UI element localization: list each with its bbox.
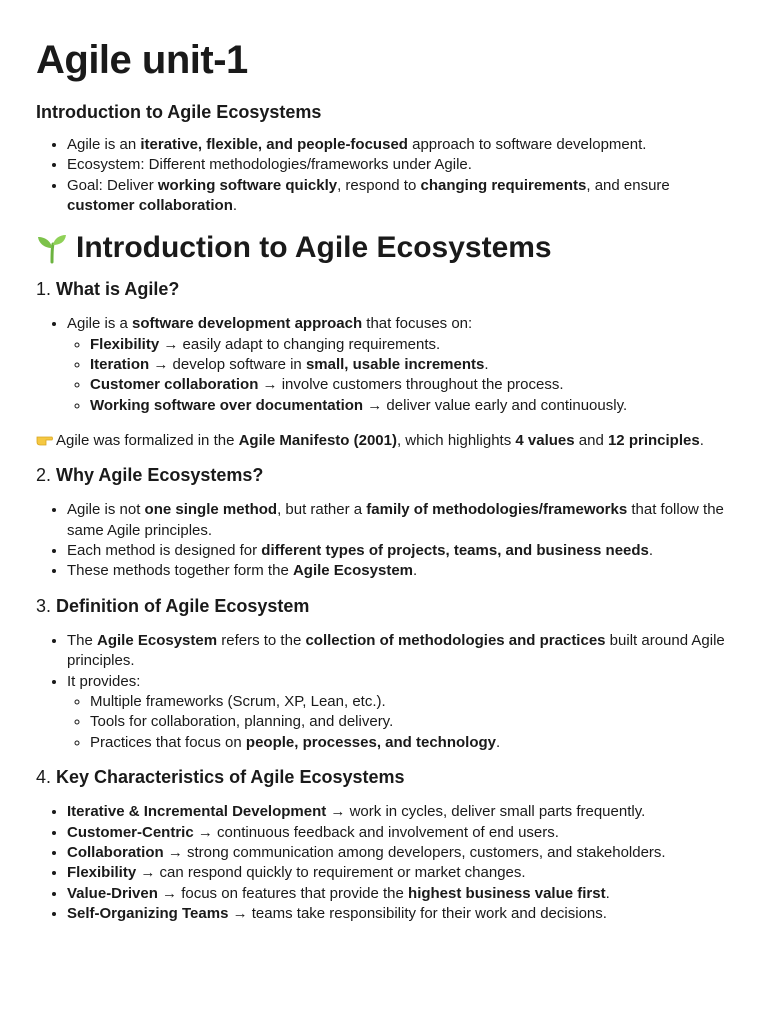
page-title: Agile unit-1 bbox=[36, 38, 248, 82]
section-heading-text: Introduction to Agile Ecosystems bbox=[76, 230, 552, 264]
pointing-hand-icon bbox=[36, 433, 53, 446]
section-2-heading: 2. Why Agile Ecosystems? bbox=[36, 465, 264, 486]
list-item: ◦ Flexibility → easily adapt to changing requirements. bbox=[90, 335, 738, 355]
list-item: ◦ Tools for collaboration, planning, and delivery. bbox=[90, 712, 738, 732]
seedling-icon bbox=[36, 232, 68, 264]
list-item: ◦ Iteration → develop software in small, usable increments. bbox=[90, 355, 738, 375]
section-1-heading: 1. What is Agile? bbox=[36, 279, 180, 300]
section-heading bbox=[36, 231, 738, 266]
list-item: • Customer-Centric → continuous feedback and involvement of end users. bbox=[67, 823, 738, 843]
intro-list bbox=[36, 135, 738, 217]
why-ecosystems-list bbox=[36, 500, 738, 582]
list-item: • Agile is a software development approach that focuses on: ◦ Flexibility → easily adapt to changing requirements. ◦ Iteration → develop software in small, usable increments. ◦ Customer collaboration → involve customers throughout the process. ◦ Working software over documentation → deliver value early and continuously. bbox=[67, 314, 738, 416]
list-item: • Goal: Deliver working software quickly, respond to changing requirements, and ensure customer collaboration. bbox=[67, 176, 738, 217]
section-3-heading: 3. Definition of Agile Ecosystem bbox=[36, 595, 310, 616]
characteristics-list bbox=[36, 802, 738, 924]
list-item: ◦ Customer collaboration → involve customers throughout the process. bbox=[90, 375, 738, 395]
page-subtitle: Introduction to Agile Ecosystems bbox=[36, 102, 322, 122]
list-item: ◦ Working software over documentation → deliver value early and continuously. bbox=[90, 396, 738, 416]
list-item: • Self-Organizing Teams → teams take responsibility for their work and decisions. bbox=[67, 904, 738, 924]
list-item: ◦ Multiple frameworks (Scrum, XP, Lean, etc.). bbox=[90, 692, 738, 712]
list-item: • Agile is not one single method, but rather a family of methodologies/frameworks that follow the same Agile principles. bbox=[67, 500, 738, 541]
manifesto-note: Agile was formalized in the Agile Manifesto (2001), which highlights 4 values and 12 principles. bbox=[36, 430, 738, 451]
list-item: • Value-Driven → focus on features that provide the highest business value first. bbox=[67, 884, 738, 904]
list-item: • Iterative & Incremental Development → work in cycles, deliver small parts frequently. bbox=[67, 802, 738, 822]
provides-list bbox=[67, 692, 738, 753]
definition-list bbox=[36, 631, 738, 753]
list-item: • The Agile Ecosystem refers to the collection of methodologies and practices built around Agile principles. bbox=[67, 631, 738, 672]
list-item: • It provides: ◦ Multiple frameworks (Scrum, XP, Lean, etc.). ◦ Tools for collaboration, planning, and delivery. ◦ Practices that focus on people, processes, and technology. bbox=[67, 672, 738, 754]
list-item: • Collaboration → strong communication among developers, customers, and stakeholders. bbox=[67, 843, 738, 863]
list-item: • Each method is designed for different types of projects, teams, and business needs. bbox=[67, 541, 738, 561]
list-item: • Ecosystem: Different methodologies/frameworks under Agile. bbox=[67, 155, 738, 175]
agile-focus-list bbox=[67, 335, 738, 417]
list-item: • These methods together form the Agile Ecosystem. bbox=[67, 561, 738, 581]
list-item: • Flexibility → can respond quickly to requirement or market changes. bbox=[67, 863, 738, 883]
list-item: • Agile is an iterative, flexible, and people-focused approach to software development. bbox=[67, 135, 738, 155]
what-is-agile-list bbox=[36, 314, 738, 416]
section-4-heading: 4. Key Characteristics of Agile Ecosystems bbox=[36, 767, 405, 788]
list-item: ◦ Practices that focus on people, processes, and technology. bbox=[90, 733, 738, 753]
